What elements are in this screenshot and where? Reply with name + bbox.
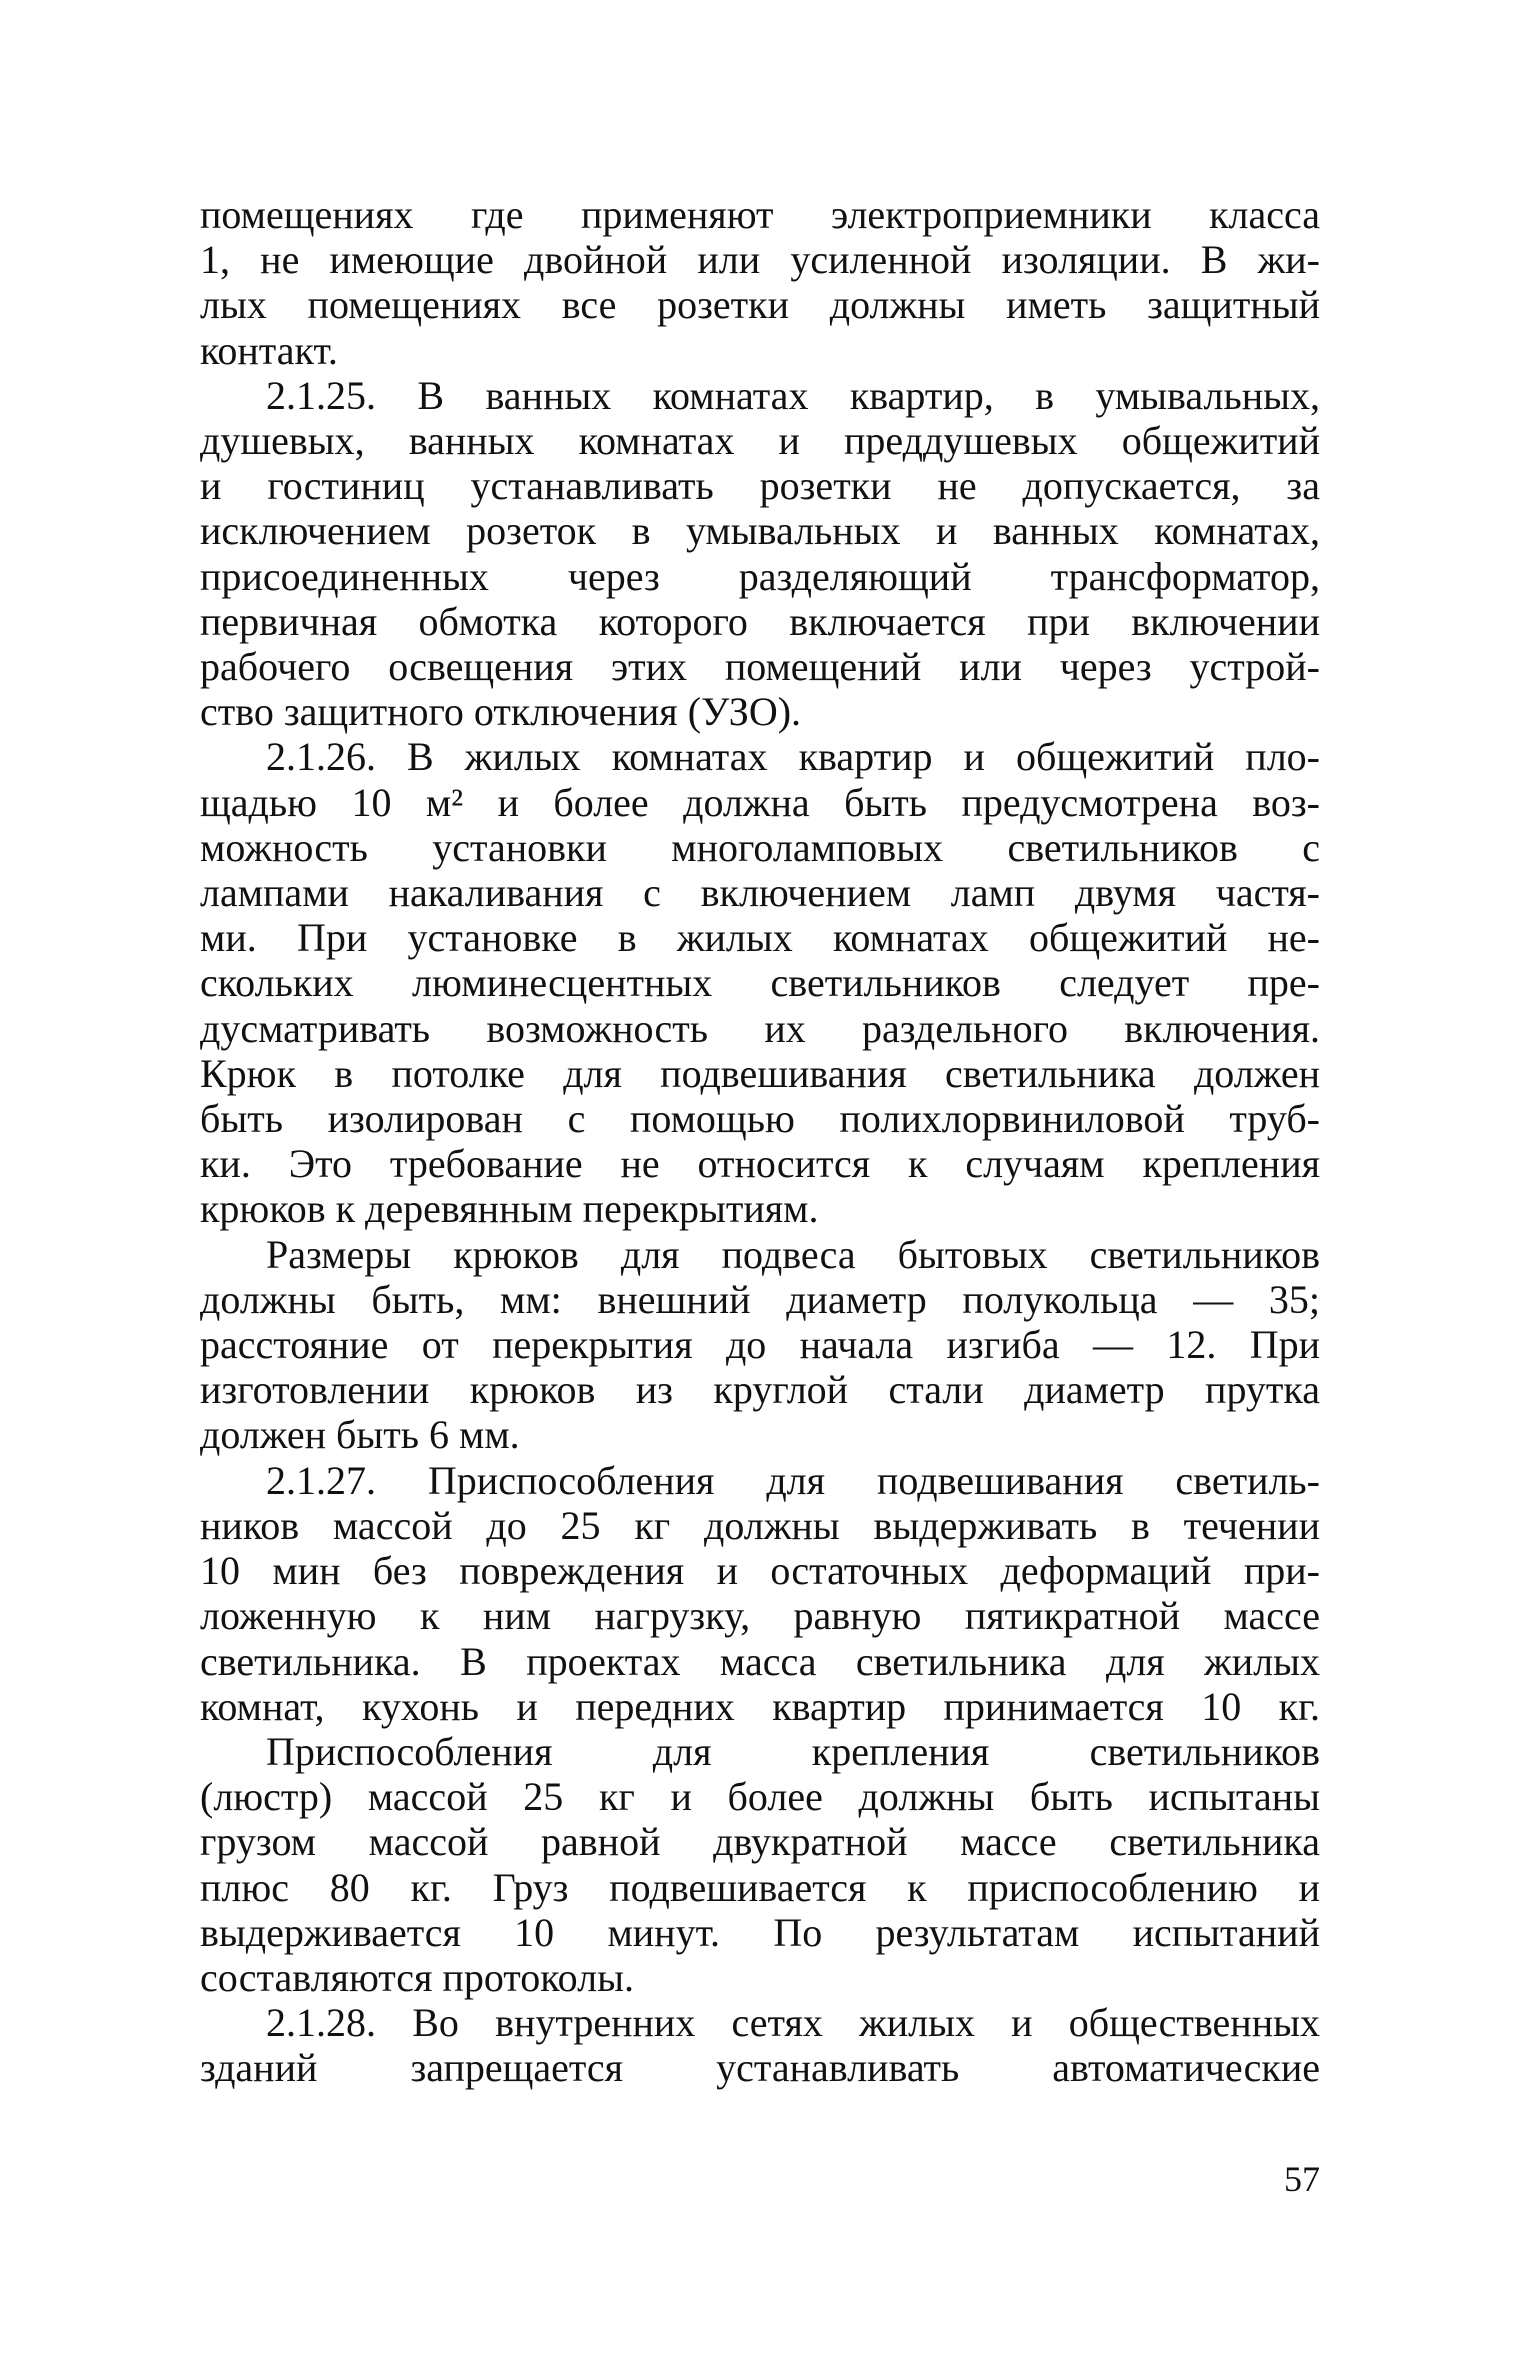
text-line: 2.1.28. Во внутренних сетях жилых и общественных <box>266 2000 1320 2046</box>
text-line: зданий запрещается устанавливать автоматические <box>200 2045 1320 2091</box>
text-line: ки. Это требование не относится к случаям крепления <box>200 1141 1320 1187</box>
text-line: плюс 80 кг. Груз подвешивается к приспособлению и <box>200 1864 1320 1910</box>
text-line: должен быть 6 мм. <box>200 1412 520 1458</box>
text-line: грузом массой равной двукратной массе светильника <box>200 1819 1320 1865</box>
text-line: (люстр) массой 25 кг и более должны быть испытаны <box>200 1774 1320 1820</box>
text-line: контакт. <box>200 327 338 373</box>
text-line: крюков к деревянным перекрытиям. <box>200 1186 819 1232</box>
text-line: Размеры крюков для подвеса бытовых светильников <box>266 1231 1320 1277</box>
text-line: 10 мин без повреждения и остаточных деформаций при- <box>200 1548 1320 1594</box>
text-line: щадью 10 м² и более должна быть предусмотрена воз- <box>200 779 1320 825</box>
text-line: ложенную к ним нагрузку, равную пятикратной массе <box>200 1593 1320 1639</box>
text-line: светильника. В проектах масса светильника для жилых <box>200 1638 1320 1684</box>
text-line: ников массой до 25 кг должны выдерживать в течении <box>200 1502 1320 1548</box>
text-line: и гостиниц устанавливать розетки не допускается, за <box>200 463 1320 509</box>
text-line: 2.1.27. Приспособления для подвешивания светиль- <box>266 1457 1320 1503</box>
text-line: лампами накаливания с включением ламп двумя частя- <box>200 870 1320 916</box>
text-line: исключением розеток в умывальных и ванных комнатах, <box>200 508 1320 554</box>
page-number: 57 <box>1284 2159 1320 2199</box>
text-line: выдерживается 10 минут. По результатам испытаний <box>200 1909 1320 1955</box>
text-line: быть изолирован с помощью полихлорвиниловой труб- <box>200 1096 1320 1142</box>
text-line: дусматривать возможность их раздельного включения. <box>200 1005 1320 1051</box>
text-line: присоединенных через разделяющий трансформатор, <box>200 553 1320 599</box>
text-line: ство защитного отключения (УЗО). <box>200 689 802 735</box>
text-line: составляются протоколы. <box>200 1954 634 2000</box>
text-line: скольких люминесцентных светильников следует пре- <box>200 960 1320 1006</box>
text-line: Приспособления для крепления светильников <box>266 1728 1320 1774</box>
body-text <box>200 192 1320 2091</box>
text-line: расстояние от перекрытия до начала изгиба — 12. При <box>200 1322 1320 1368</box>
text-line: 1, не имеющие двойной или усиленной изоляции. В жи- <box>200 237 1320 283</box>
text-line: комнат, кухонь и передних квартир принимается 10 кг. <box>200 1683 1320 1729</box>
text-line: лых помещениях все розетки должны иметь защитный <box>200 282 1320 328</box>
text-line: ми. При установке в жилых комнатах общежитий не- <box>200 915 1320 961</box>
text-line: душевых, ванных комнатах и преддушевых общежитий <box>200 418 1320 464</box>
text-line: рабочего освещения этих помещений или через устрой- <box>200 644 1320 690</box>
text-line: можность установки многоламповых светильников с <box>200 824 1320 870</box>
text-line: помещениях где применяют электроприемники класса <box>200 192 1320 237</box>
text-line: изготовлении крюков из круглой стали диаметр прутка <box>200 1367 1320 1413</box>
text-line: Крюк в потолке для подвешивания светильника должен <box>200 1050 1320 1096</box>
text-line: 2.1.26. В жилых комнатах квартир и общежитий пло- <box>266 734 1320 780</box>
text-line: должны быть, мм: внешний диаметр полукольца — 35; <box>200 1276 1320 1322</box>
text-line: первичная обмотка которого включается при включении <box>200 598 1320 644</box>
text-line: 2.1.25. В ванных комнатах квартир, в умывальных, <box>266 372 1320 418</box>
